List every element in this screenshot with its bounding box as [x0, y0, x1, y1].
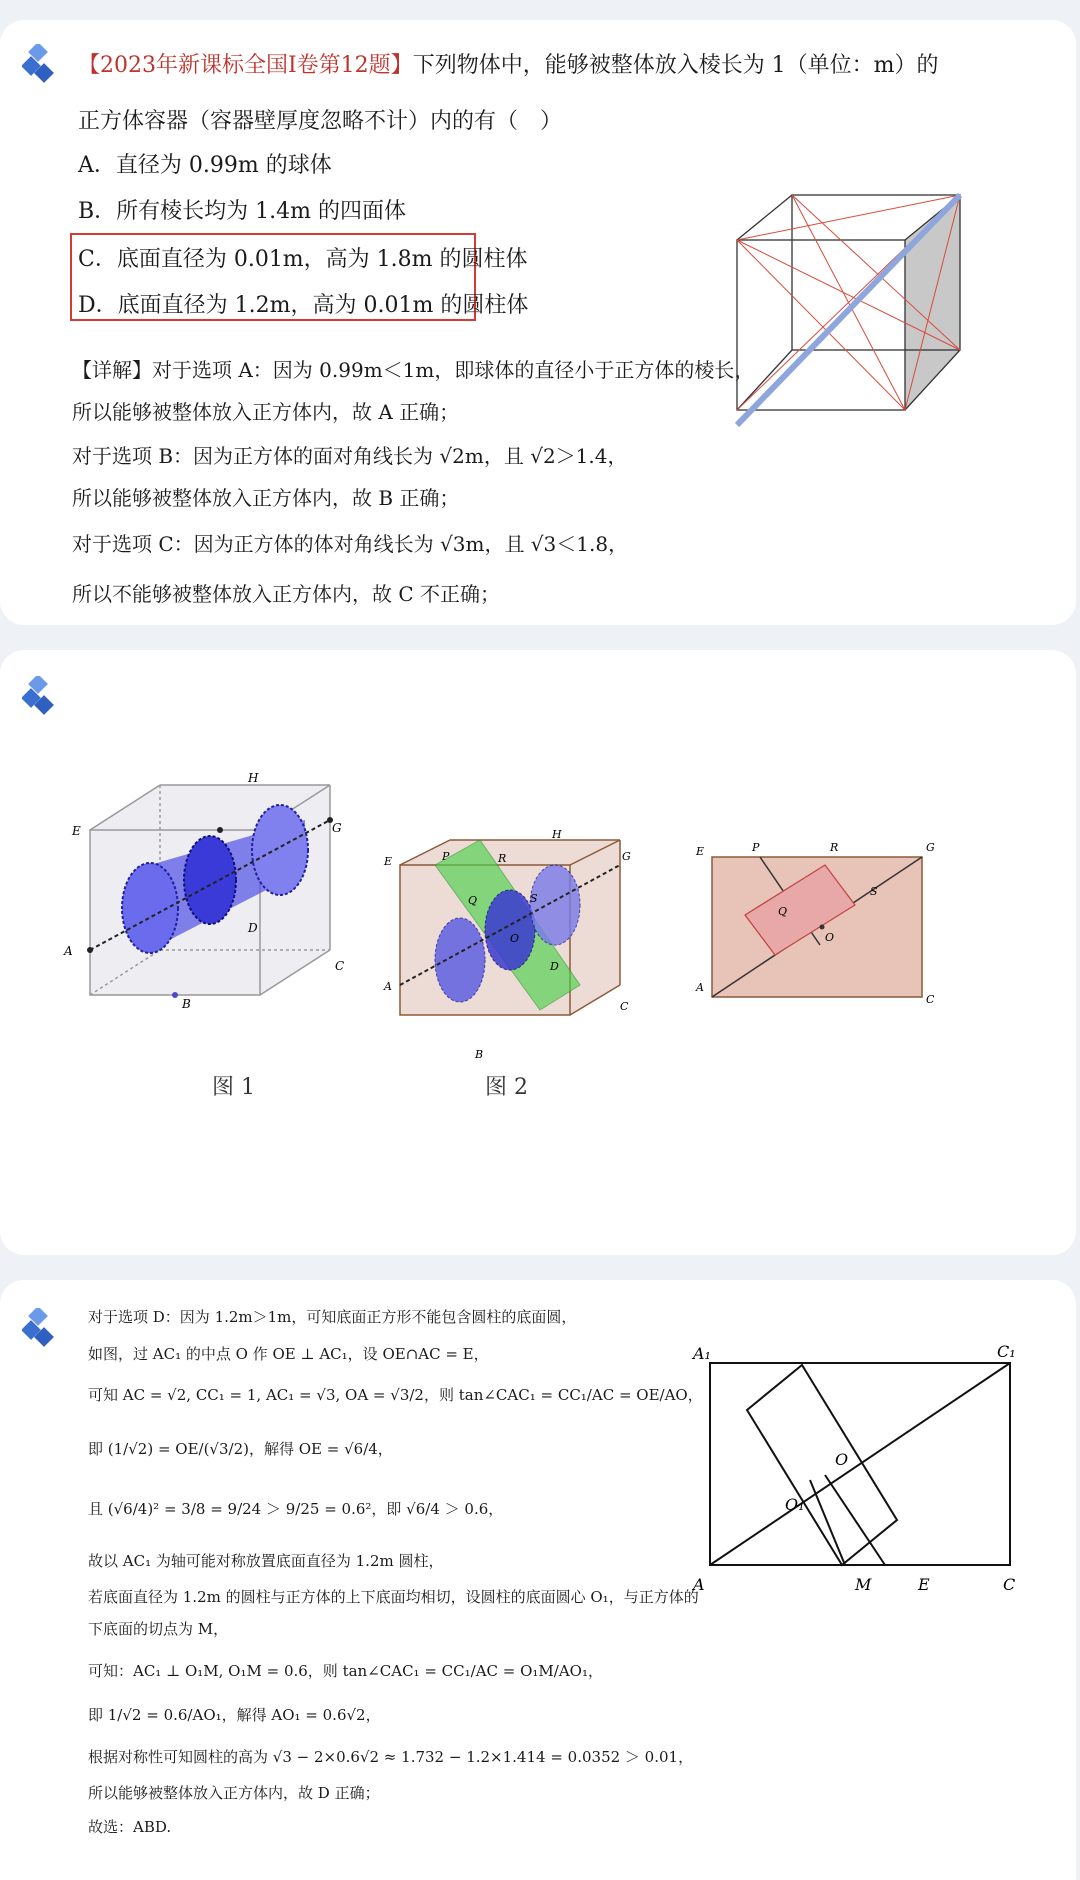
figures-card	[0, 650, 1076, 1255]
label: Q	[778, 905, 788, 918]
label: A	[696, 981, 704, 994]
label: H	[552, 830, 562, 841]
label: O	[510, 932, 520, 945]
solution-line: 对于选项 B：因为正方体的面对角线长为 √2m，且 √2＞1.4，	[72, 444, 628, 468]
option-d-solution-card	[0, 1280, 1076, 1880]
solution-line: 可知：AC₁ ⊥ O₁M, O₁M = 0.6，则 tan∠CAC₁ = CC₁/AC = O₁M/AO₁，	[88, 1662, 603, 1680]
question-line-1	[78, 48, 939, 79]
label: E	[696, 845, 705, 858]
label: D	[550, 960, 559, 973]
label: G	[332, 821, 342, 835]
figure-2-caption: 图 2	[485, 1075, 528, 1100]
label: C₁	[997, 1342, 1016, 1361]
question-tag: 【2023年新课标全国Ⅰ卷第12题】	[78, 53, 413, 78]
label: O	[825, 931, 835, 944]
solution-line: 若底面直径为 1.2m 的圆柱与正方体的上下底面均相切，设圆柱的底面圆心 O₁，与正方体的	[88, 1588, 699, 1606]
solution-line: 所以能够被整体放入正方体内，故 B 正确；	[72, 486, 460, 510]
label: G	[622, 850, 631, 863]
solution-line: 且 (√6/4)² = 3/8 = 9/24 ＞ 9/25 = 0.6²，即 √6/4 ＞ 0.6，	[88, 1500, 504, 1518]
cube-diagonal-figure	[725, 170, 985, 430]
figure-3-cross-section	[690, 835, 950, 1005]
label: O	[835, 1450, 849, 1469]
solution-line: 可知 AC = √2, CC₁ = 1, AC₁ = √3, OA = √3/2，则 tan∠CAC₁ = CC₁/AC = OE/AO，	[88, 1386, 703, 1404]
label: S	[870, 885, 878, 898]
solution-line: 所以不能够被整体放入正方体内，故 C 不正确；	[72, 582, 501, 606]
solution-line: 【详解】对于选项 A：因为 0.99m＜1m，即球体的直径小于正方体的棱长，	[72, 358, 755, 382]
label: A₁	[693, 1344, 711, 1363]
label: E	[384, 855, 393, 868]
label: G	[926, 841, 935, 854]
label: R	[830, 841, 839, 854]
solution-line: 下底面的切点为 M，	[88, 1620, 229, 1638]
label: O₁	[785, 1495, 805, 1514]
label: A	[384, 980, 392, 993]
option-b: B．所有棱长均为 1.4m 的四面体	[78, 199, 407, 224]
label: A	[693, 1575, 705, 1594]
question-line-2: 正方体容器（容器壁厚度忽略不计）内的有（ ）	[78, 109, 563, 134]
label: P	[442, 850, 450, 863]
label: C	[1003, 1575, 1016, 1594]
label: C	[620, 1000, 629, 1013]
solution-line: 根据对称性可知圆柱的高为 √3 − 2×0.6√2 ≈ 1.732 − 1.2×1.414 = 0.0352 ＞ 0.01，	[88, 1748, 694, 1766]
option-c: C．底面直径为 0.01m，高为 1.8m 的圆柱体	[78, 247, 528, 272]
solution-line: 对于选项 D：因为 1.2m＞1m，可知底面正方形不能包含圆柱的底面圆，	[88, 1308, 577, 1326]
label: Q	[468, 894, 478, 907]
figure-1-caption: 图 1	[212, 1075, 255, 1100]
label: S	[530, 892, 538, 905]
label: D	[248, 921, 258, 935]
label: E	[918, 1575, 930, 1594]
figure-2-section-plane	[370, 830, 640, 1060]
label: E	[72, 824, 81, 838]
label: C	[335, 959, 345, 973]
label: C	[926, 993, 935, 1005]
solution-line: 即 1/√2 = 0.6/AO₁，解得 AO₁ = 0.6√2，	[88, 1706, 381, 1724]
label: P	[752, 841, 760, 854]
solution-line: 对于选项 C：因为正方体的体对角线长为 √3m，且 √3＜1.8，	[72, 532, 629, 556]
solution-line: 即 (1/√2) = OE/(√3/2)，解得 OE = √6/4，	[88, 1440, 393, 1458]
solution-line: 所以能够被整体放入正方体内，故 A 正确；	[72, 400, 460, 424]
label: A	[64, 944, 73, 958]
solution-line: 所以能够被整体放入正方体内，故 D 正确；	[88, 1784, 380, 1802]
figure-1-cylinder-in-cube	[60, 770, 360, 1010]
option-a: A．直径为 0.99m 的球体	[78, 153, 332, 178]
diamond-bullet-icon	[22, 676, 56, 720]
question-text-1: 下列物体中，能够被整体放入棱长为 1（单位：m）的	[412, 53, 939, 78]
label: H	[248, 771, 259, 785]
label: R	[498, 852, 507, 865]
option-d: D．底面直径为 1.2m，高为 0.01m 的圆柱体	[78, 293, 529, 318]
section-rectangle-figure	[685, 1335, 1035, 1595]
label: M	[855, 1575, 872, 1594]
solution-line: 故以 AC₁ 为轴可能对称放置底面直径为 1.2m 圆柱，	[88, 1552, 444, 1570]
label: B	[475, 1048, 484, 1060]
solution-line: 故选：ABD.	[88, 1818, 172, 1836]
diamond-bullet-icon	[22, 44, 56, 88]
question-card	[0, 20, 1076, 625]
solution-line: 如图，过 AC₁ 的中点 O 作 OE ⊥ AC₁，设 OE∩AC = E，	[88, 1345, 489, 1363]
label: B	[182, 997, 191, 1010]
diamond-bullet-icon	[22, 1308, 56, 1352]
